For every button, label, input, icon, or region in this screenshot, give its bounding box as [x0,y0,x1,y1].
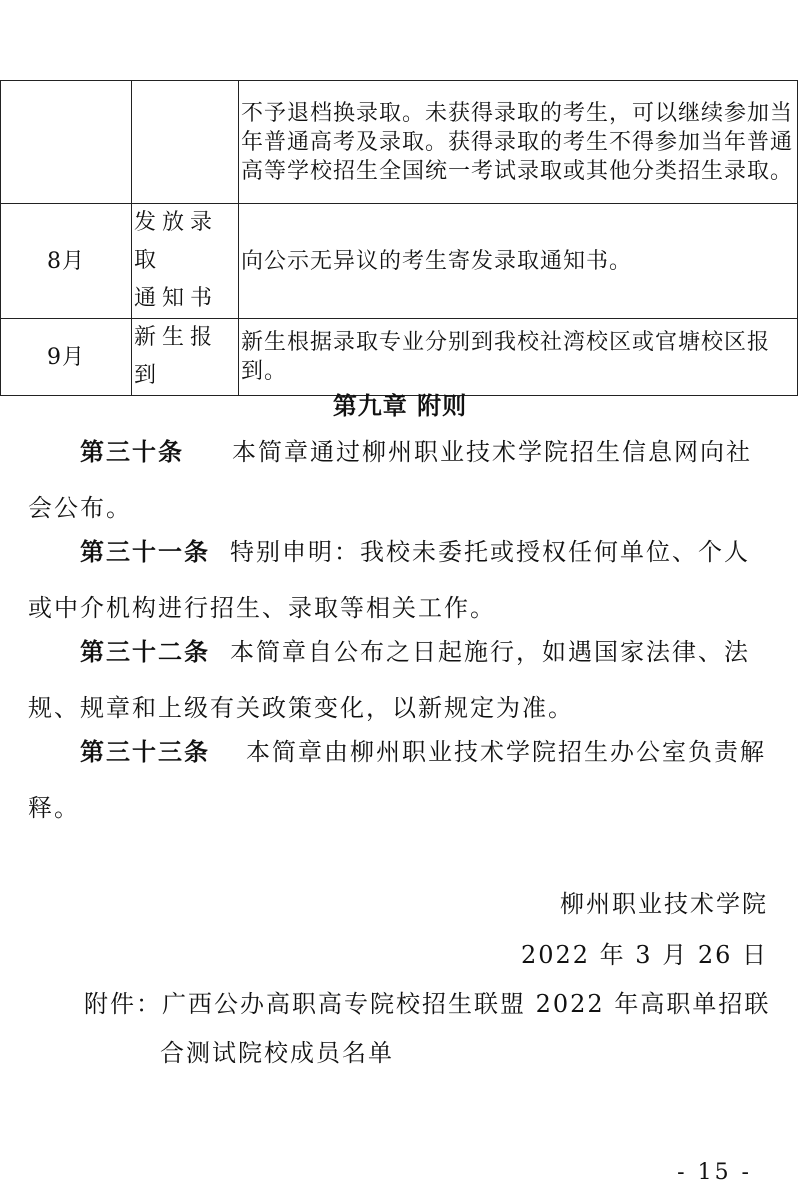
table-row [1,204,798,319]
article-text: 本简章自公布之日起施行，如遇国家法律、法规、规章和上级有关政策变化，以新规定为准。 [28,638,750,722]
article-31 [28,524,773,636]
attachment-line1: 广西公办高职高专院校招生联盟 2022 年高职单招联 [162,990,771,1018]
item-line: 发放录取 [134,210,219,273]
description-cell: 新生根据录取专业分别到我校社湾校区或官塘校区报到。 [239,319,798,396]
chapter-title: 第九章 附则 [332,392,468,420]
attachment-label: 附件： [84,990,162,1018]
attachment-note [84,980,774,1078]
item-cell [132,319,239,396]
item-line: 通知书 [134,286,219,311]
article-text: 本简章通过柳州职业技术学院招生信息网向社会公布。 [28,438,752,522]
item-line: 新生报到 [134,325,219,388]
article-33 [28,724,773,836]
table-row [1,81,798,204]
article-30 [28,424,773,536]
article-32 [28,624,773,736]
signature-date: 2022 年 3 月 26 日 [520,941,768,969]
article-number: 第三十条 [80,438,184,466]
month-cell: 8月 [1,204,132,319]
article-number: 第三十二条 [80,638,210,666]
article-number: 第三十一条 [80,538,210,566]
article-text: 特别申明：我校未委托或授权任何单位、个人或中介机构进行招生、录取等相关工作。 [28,538,750,622]
admission-schedule-table [0,80,798,396]
signature-organization: 柳州职业技术学院 [560,890,768,918]
attachment-line2: 合测试院校成员名单 [160,1039,394,1067]
description-cell: 不予退档换录取。未获得录取的考生，可以继续参加当年普通高考及录取。获得录取的考生不得参加当年普通高等学校招生全国统一考试录取或其他分类招生录取。 [239,81,798,204]
article-text: 本简章由柳州职业技术学院招生办公室负责解释。 [28,738,766,822]
table-row [1,319,798,396]
item-cell [132,81,239,204]
page-number: - 15 - [677,1160,752,1185]
article-number: 第三十三条 [80,738,210,766]
month-cell [1,81,132,204]
month-cell: 9月 [1,319,132,396]
item-cell [132,204,239,319]
description-cell: 向公示无异议的考生寄发录取通知书。 [239,204,798,319]
